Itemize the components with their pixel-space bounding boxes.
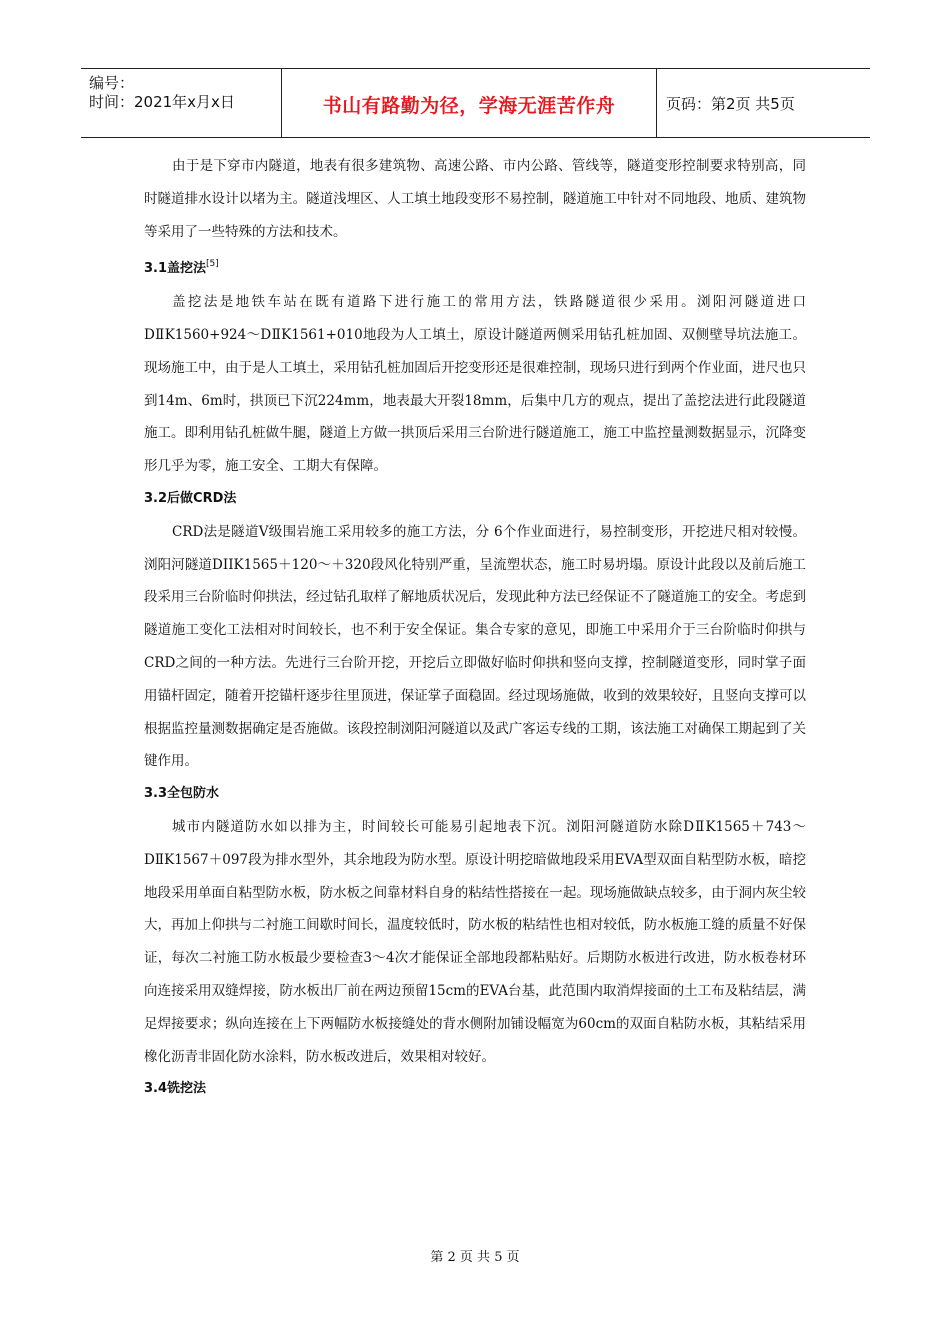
header-meta-cell	[81, 69, 282, 137]
section-heading-3-1	[144, 248, 806, 286]
section-heading-3-2: 3.2后做CRD法	[144, 490, 237, 506]
document-header	[81, 68, 870, 138]
document-number-label: 编号：	[89, 74, 135, 92]
document-body	[144, 150, 806, 1106]
header-page-info: 页码：第2页 共5页	[666, 95, 795, 113]
section-heading-3-4: 3.4铣挖法	[144, 1081, 207, 1097]
citation-reference: [5]	[206, 259, 219, 270]
header-motto: 书山有路勤为径，学海无涯苦作舟	[322, 95, 616, 117]
header-motto-cell	[282, 69, 657, 137]
section-heading-3-3: 3.3全包防水	[144, 786, 220, 802]
document-time-label: 时间：2021年x月x日	[89, 93, 235, 111]
section-body-3-3: 城市内隧道防水如以排为主，时间较长可能易引起地表下沉。浏阳河隧道防水除DⅡK1565＋743～DⅡK1567＋097段为排水型外，其余地段为防水型。原设计明挖暗做地段采用EVA型双面自粘型防水板，暗挖地段采用单面自粘型防水板，防水板之间靠材料自身的粘结性搭接在一起。现场施做缺点较多，由于洞内灰尘较大，再加上仰拱与二衬施工间歇时间长，温度较低时，防水板的粘结性也相对较低，防水板施工缝的质量不好保证，每次二衬施工防水板最少要检查3～4次才能保证全部地段都粘贴好。后期防水板进行改进，防水板卷材环向连接采用双缝焊接，防水板出厂前在两边预留15cm的EVA台基，此范围内取消焊接面的土工布及粘结层，满足焊接要求；纵向连接在上下两幅防水板接缝处的背水侧附加铺设幅宽为60cm的双面自粘防水板，其粘结采用橡化沥青非固化防水涂料，防水板改进后，效果相对较好。	[144, 818, 806, 1065]
section-body-3-2: CRD法是隧道Ⅴ级围岩施工采用较多的施工方法，分 6个作业面进行，易控制变形，开挖进尺相对较慢。浏阳河隧道DIIK1565＋120～＋320段风化特别严重，呈流塑状态，施工时易坍塌。原设计此段以及前后施工段采用三台阶临时仰拱法，经过钻孔取样了解地质状况后，发现此种方法已经保证不了隧道施工的安全。考虑到隧道施工变化工法相对时间较长，也不利于安全保证。集合专家的意见，即施工中采用介于三台阶临时仰拱与CRD之间的一种方法。先进行三台阶开挖，开挖后立即做好临时仰拱和竖向支撑，控制隧道变形，同时掌子面用锚杆固定，随着开挖锚杆逐步往里顶进，保证掌子面稳固。经过现场施做，收到的效果较好，且竖向支撑可以根据监控量测数据确定是否施做。该段控制浏阳河隧道以及武广客运专线的工期，该法施工对确保工期起到了关键作用。	[144, 523, 806, 770]
section-title: 3.1盖挖法	[144, 261, 207, 277]
section-body-3-1: 盖挖法是地铁车站在既有道路下进行施工的常用方法，铁路隧道很少采用。浏阳河隧道进口DⅡK1560+924～DⅡK1561+010地段为人工填土，原设计隧道两侧采用钻孔桩加固、双侧壁导坑法施工。现场施工中，由于是人工填土，采用钻孔桩加固后开挖变形还是很难控制，现场只进行到两个作业面，进尺也只到14m、6m时，拱顶已下沉224mm，地表最大开裂18mm，后集中几方的观点，提出了盖挖法进行此段隧道施工。即利用钻孔桩做牛腿，隧道上方做一拱顶后采用三台阶进行隧道施工，施工中监控量测数据显示，沉降变形几乎为零，施工安全、工期大有保障。	[144, 294, 806, 475]
intro-paragraph: 由于是下穿市内隧道，地表有很多建筑物、高速公路、市内公路、管线等，隧道变形控制要求特别高，同时隧道排水设计以堵为主。隧道浅埋区、人工填土地段变形不易控制，隧道施工中针对不同地段、地质、建筑物等采用了一些特殊的方法和技术。	[144, 158, 806, 240]
header-page-cell	[657, 69, 870, 137]
page-footer: 第 2 页 共 5 页	[430, 1250, 520, 1265]
